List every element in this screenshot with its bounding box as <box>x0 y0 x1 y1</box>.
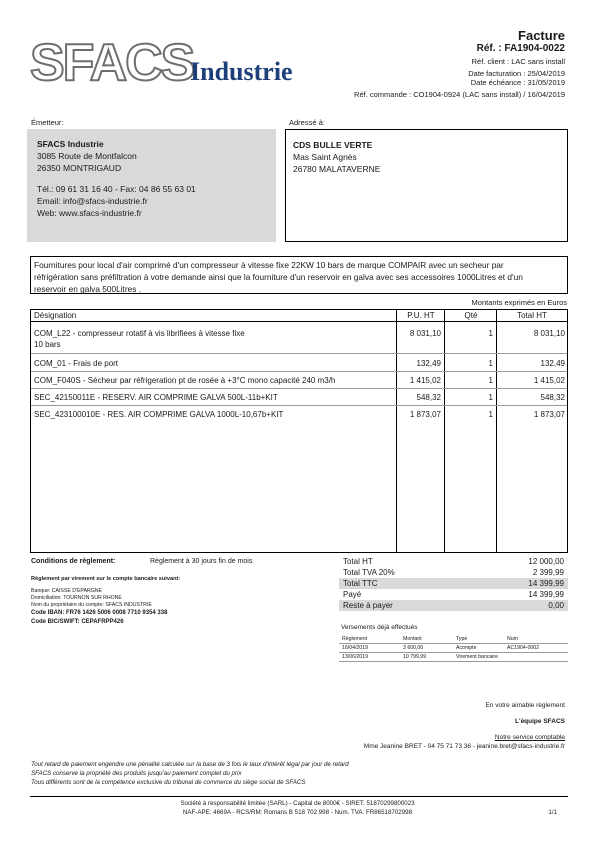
versements-header <box>339 635 568 644</box>
row-qte: 1 <box>488 359 493 368</box>
row-designation-extra: 10 bars <box>34 340 61 349</box>
vers-header-cell: Num <box>507 636 518 642</box>
footer-divider <box>30 796 568 797</box>
sender-address2: 26350 MONTRIGAUD <box>37 163 122 173</box>
row-total: 132,49 <box>540 359 565 368</box>
recipient-box <box>285 129 568 242</box>
totals-table <box>339 556 568 611</box>
vers-header-cell: Règlement <box>342 636 368 642</box>
total-label: Total TVA 20% <box>343 568 395 577</box>
total-value: 14 399,99 <box>528 579 564 588</box>
bank-name: Banque: CAISSE D'EPARGNE <box>31 588 102 594</box>
total-row <box>339 567 568 578</box>
destinataire-label: Adressé à: <box>289 118 325 127</box>
emetteur-label: Émetteur: <box>31 118 64 127</box>
total-label: Payé <box>343 590 362 599</box>
row-total: 1 873,07 <box>533 410 565 419</box>
total-value: 14 399,99 <box>528 590 564 599</box>
team-name: L'équipe SFACS <box>515 718 565 725</box>
vers-cell: 13/06/2019 <box>342 654 368 660</box>
service-contact: Mme Jeanine BRET - 04 75 71 73 36 - jeanine.bret@sfacs-industrie.fr <box>363 743 565 750</box>
header-qte: Qté <box>464 311 478 320</box>
row-total: 8 031,10 <box>533 329 565 338</box>
sender-phone: Tél.: 09 61 31 16 40 - Fax: 04 86 55 63 01 <box>37 184 196 194</box>
logo-main-text: SFACS <box>30 34 194 90</box>
row-pu: 548,32 <box>416 393 441 402</box>
recipient-address2: 26780 MALATAVERNE <box>293 164 381 174</box>
vers-cell: 10 799,99 <box>403 654 427 660</box>
page-number: 1/1 <box>548 809 557 816</box>
vers-cell: Virement bancaire <box>456 654 499 660</box>
row-pu: 1 873,07 <box>409 410 441 419</box>
row-designation: SEC_42150011E - RESERV. AIR COMPRIME GALVA 500L-11b+KIT <box>34 393 278 402</box>
logo-sub-text: Industrie <box>190 57 293 86</box>
legal-line: Tous différents sont de la compétence exclusive du tribunal de commerce du siège social de SFACS <box>31 779 306 786</box>
total-label: Reste à payer <box>343 601 393 610</box>
greeting: En votre aimable règlement <box>485 702 565 709</box>
total-label: Total TTC <box>343 579 378 588</box>
total-row <box>339 578 568 589</box>
total-value: 2 399,99 <box>532 568 564 577</box>
footer-line: NAF-APE: 4669A - RCS/RM: Romans B 518 702 998 - Num. TVA: FR86518702998 <box>182 809 413 816</box>
description-line: reservoir en galva 500Litres . <box>34 284 141 294</box>
recipient-address1: Mas Saint Agnès <box>293 152 357 162</box>
legal-line: SFACS conserve la propriété des produits jusqu'au paiement complet du prix <box>31 770 242 777</box>
description-box <box>30 256 568 294</box>
vers-header-cell: Type <box>456 636 468 642</box>
total-value: 0,00 <box>548 601 564 610</box>
sender-web: Web: www.sfacs-industrie.fr <box>37 208 142 218</box>
row-qte: 1 <box>488 393 493 402</box>
date-echeance: Date échéance : 31/05/2019 <box>470 78 565 87</box>
order-ref: Réf. commande : CO1904-0924 (LAC sans install) / 16/04/2019 <box>354 90 565 99</box>
header-designation: Désignation <box>34 311 77 320</box>
vers-cell: 3 600,00 <box>403 645 424 651</box>
versements-table <box>339 635 568 662</box>
recipient-name: CDS BULLE VERTE <box>293 140 373 150</box>
vers-cell: AC1904-0002 <box>507 645 540 651</box>
account-owner: Nom du propriétaire du compte: SFACS INDUSTRIE <box>31 602 152 608</box>
header-pu: P.U. HT <box>407 311 435 320</box>
virement-label: Règlement par virement sur le compte bancaire suivant: <box>31 576 181 582</box>
row-designation: COM_01 - Frais de port <box>34 359 119 368</box>
sender-address1: 3085 Route de Montfalcon <box>37 151 137 161</box>
versement-row <box>339 653 568 662</box>
total-row <box>339 600 568 611</box>
row-pu: 8 031,10 <box>409 329 441 338</box>
service-name: Notre service comptable <box>494 734 565 741</box>
description-line: réfrigération sans préfiltration à votre demande ainsi que la fourniture d'un reservoir en galva avec ses accessoires 1000Litres et d'un <box>34 272 523 282</box>
row-designation: COM_L22 - compresseur rotatif à vis librifiees à vitesse fixe <box>34 329 245 338</box>
total-row <box>339 589 568 600</box>
sender-name: SFACS Industrie <box>37 139 104 149</box>
row-designation: SEC_423100010E - RES. AIR COMPRIME GALVA 1000L-10,67b+KIT <box>34 410 284 419</box>
row-qte: 1 <box>488 329 493 338</box>
total-row <box>339 556 568 567</box>
currency-note: Montants exprimés en Euros <box>471 298 567 307</box>
sender-box <box>27 129 276 242</box>
client-ref: Réf. client : LAC sans install <box>471 57 565 66</box>
vers-cell: 16/04/2019 <box>342 645 368 651</box>
invoice-title: Facture <box>518 28 565 43</box>
conditions-value: Règlement à 30 jours fin de mois <box>150 558 253 565</box>
row-total: 1 415,02 <box>533 376 565 385</box>
row-pu: 1 415,02 <box>409 376 441 385</box>
versements-title: Versements déjà effectués <box>341 624 418 631</box>
total-value: 12 000,00 <box>528 557 564 566</box>
description-line: Fournitures pour local d'air comprimé d'un compresseur à vitesse fixe 22KW 10 bars de marque COMPAIR avec un secheur par <box>34 260 504 270</box>
items-table <box>30 309 568 553</box>
vers-header-cell: Montant <box>403 636 422 642</box>
company-logo <box>30 34 315 90</box>
conditions-label: Conditions de règlement: <box>31 558 116 565</box>
date-facturation: Date facturation : 25/04/2019 <box>468 69 565 78</box>
row-qte: 1 <box>488 376 493 385</box>
vers-cell: Acompte <box>456 645 477 651</box>
invoice-ref: Réf. : FA1904-0022 <box>476 43 565 54</box>
row-total: 548,32 <box>540 393 565 402</box>
legal-line: Tout retard de paiement engendre une pénalité calculée sur la base de 3 fois le taux d'intérêt légal par jour de retard <box>31 761 349 768</box>
bank-domiciliation: Domiciliation: TOURNON SUR RHONE <box>31 595 122 601</box>
versement-row <box>339 644 568 653</box>
row-pu: 132,49 <box>416 359 441 368</box>
row-designation: COM_F040S - Sécheur par réfrigeration pt de rosée à +3°C mono capacité 240 m3/h <box>34 376 336 385</box>
total-label: Total HT <box>343 557 373 566</box>
row-qte: 1 <box>488 410 493 419</box>
header-total: Total HT <box>517 311 547 320</box>
iban: Code IBAN: FR76 1426 5006 0008 7710 9354 338 <box>31 610 168 616</box>
footer-line: Société à responsabilité limitée (SARL) - Capital de 8000€ - SIRET: 51870299800023 <box>180 800 415 807</box>
sender-email: Email: info@sfacs-industrie.fr <box>37 196 148 206</box>
bic: Code BIC/SWIFT: CEPAFRPP426 <box>31 619 124 625</box>
